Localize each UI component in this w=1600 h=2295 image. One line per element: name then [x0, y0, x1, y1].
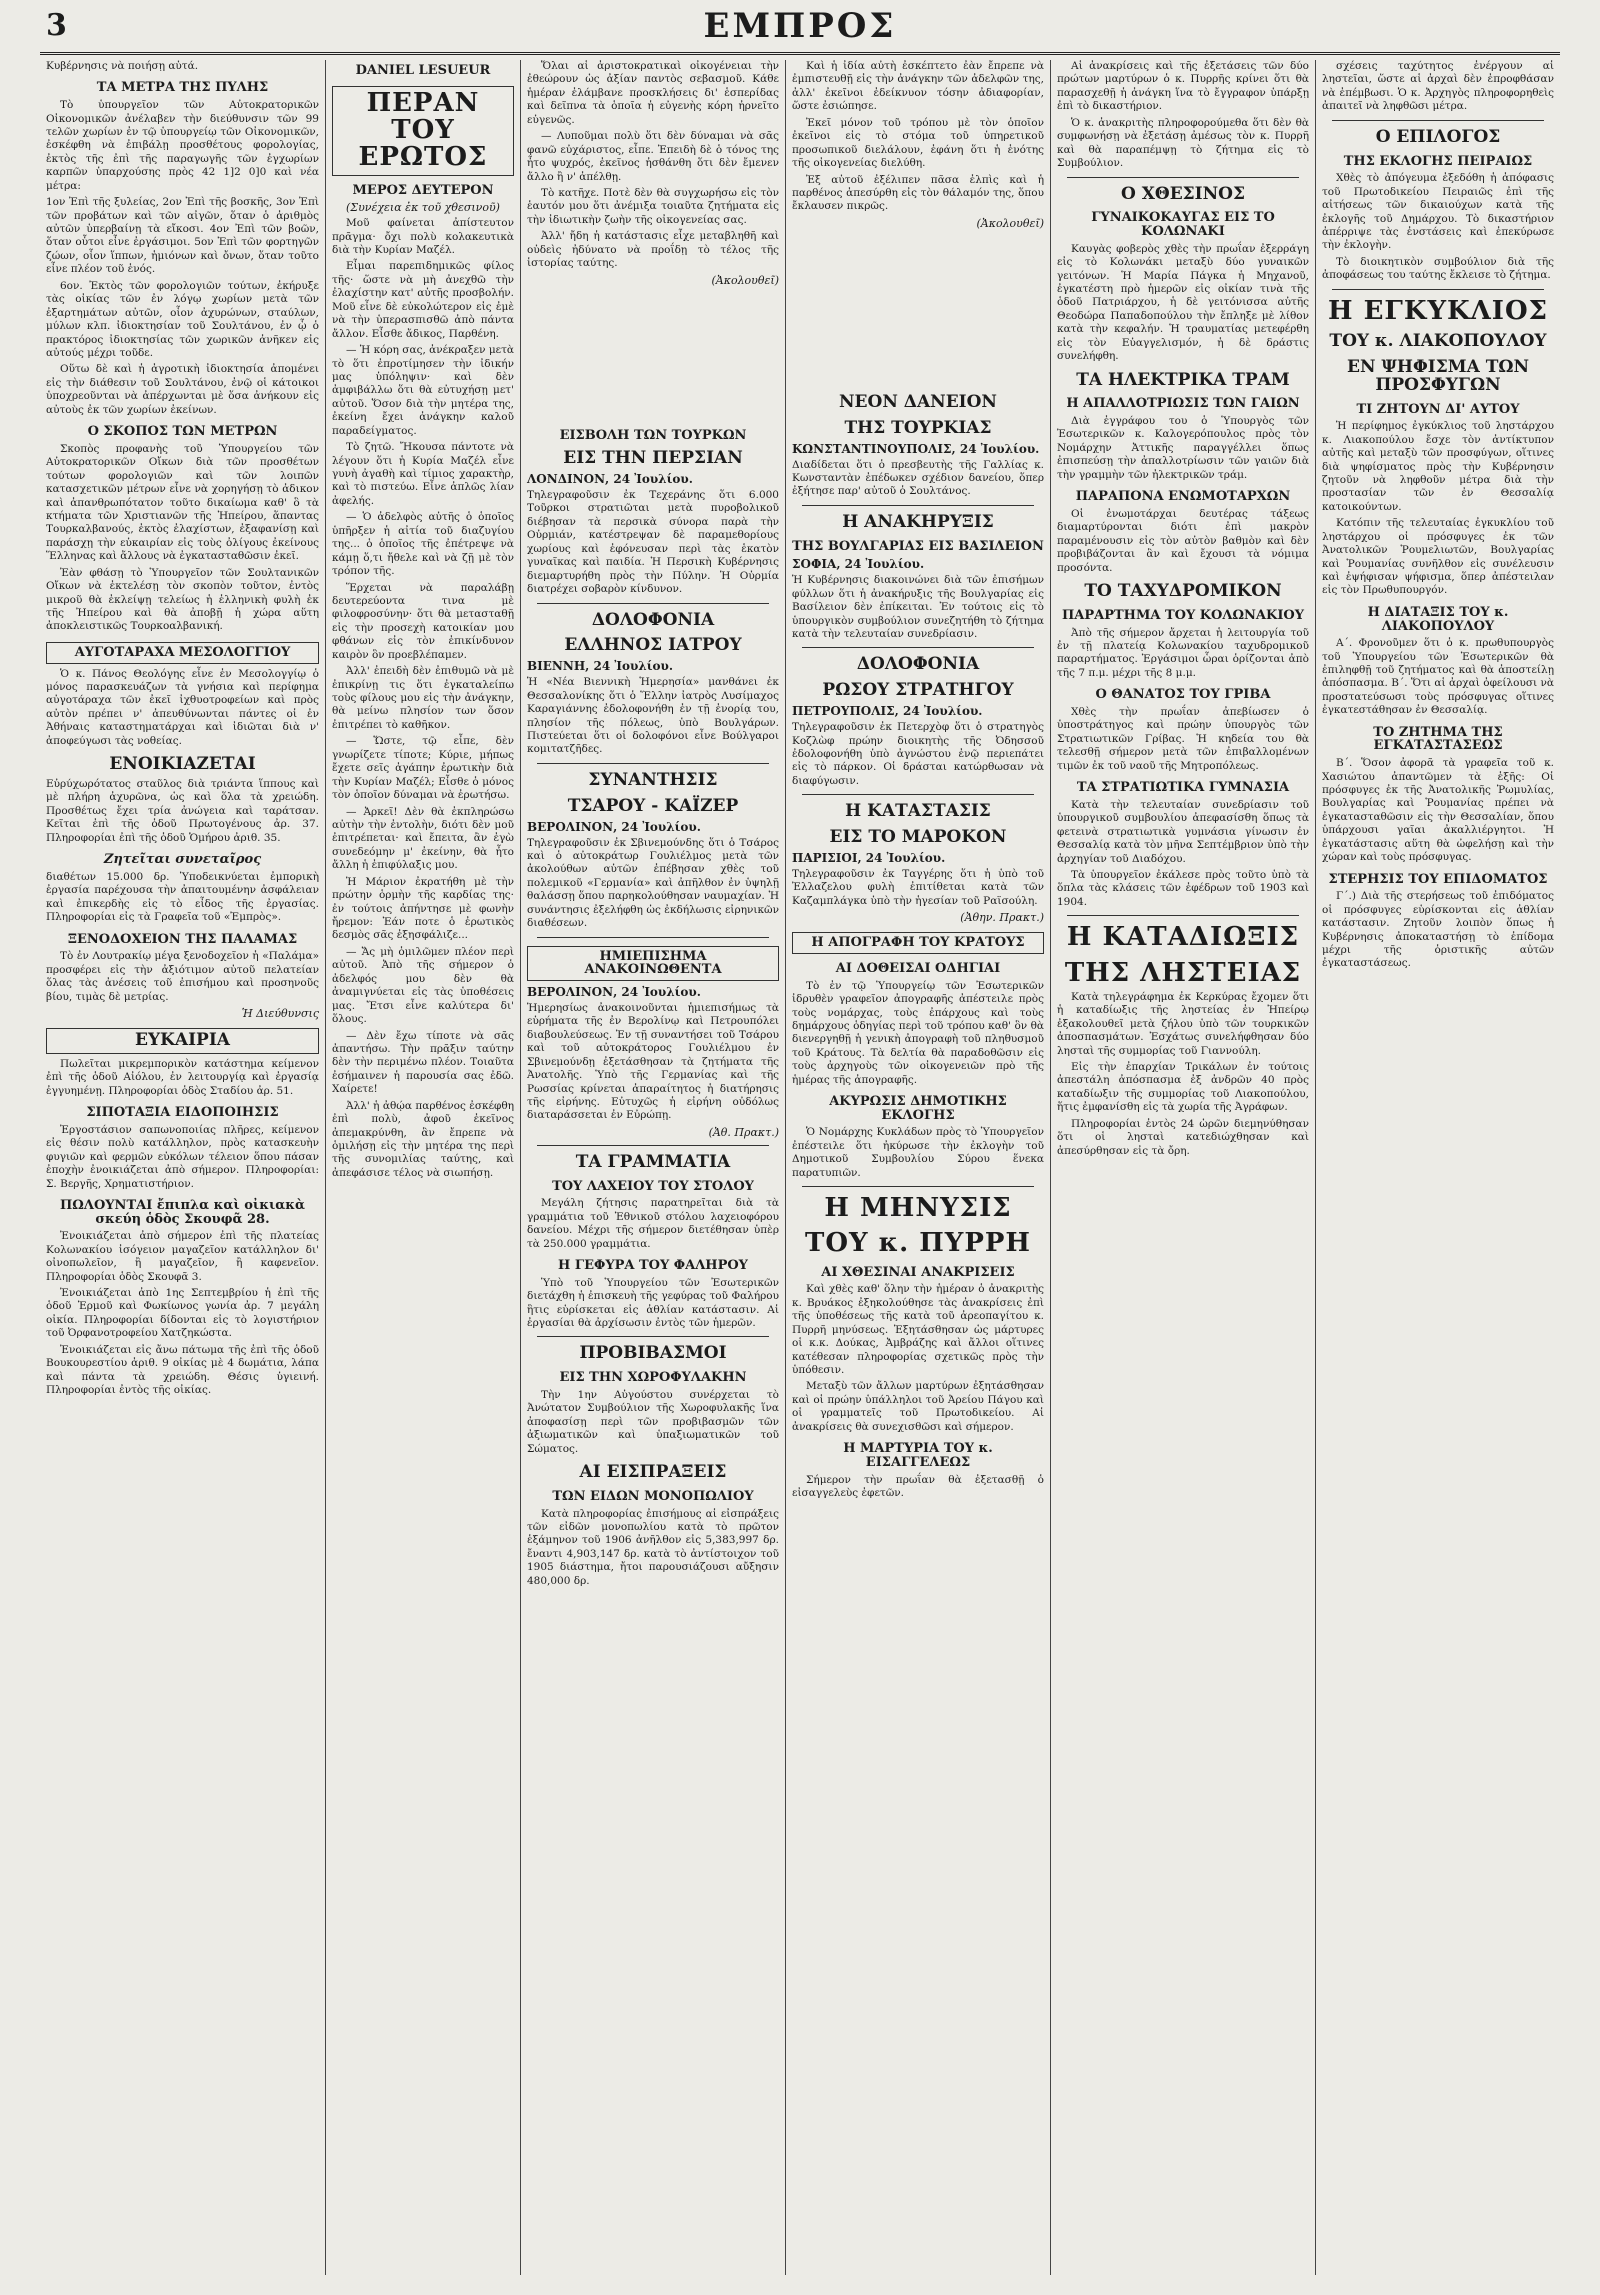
- dateline: ΠΑΡΙΣΙΟΙ, 24 Ἰουλίου.: [792, 851, 946, 866]
- headline: ΝΕΟΝ ΔΑΝΕΙΟΝ: [839, 391, 997, 412]
- banner-space: [792, 236, 1044, 386]
- article-text: Ἡ «Νέα Βιεννικὴ Ἡμερησία» μανθάνει ἐκ Θεσσαλονίκης ὅτι ὁ Ἕλλην ἰατρὸς Λυσίμαχος Καραγιάννης ἐδολοφονήθη ἐν τῇ ἐνορίᾳ του, πλησίον τῆς πόλεως, ὑπὸ Βουλγάρων. Πιστεύεται ὅτι οἱ δολοφόνοι εἶνε Βούλγαροι κομιτατζῆδες.: [527, 676, 779, 756]
- headline: ΠΑΡΑΠΟΝΑ ΕΝΩΜΟΤΑΡΧΩΝ: [1075, 489, 1291, 505]
- serial-author: DANIEL LESUEUR: [355, 63, 491, 78]
- article-text: Κατὰ τὴν τελευταίαν συνεδρίασιν τοῦ ὑπουργικοῦ συμβουλίου ἀπεφασίσθη ὅπως τὰ φετεινὰ στρατιωτικὰ γυμνάσια γίνωσιν ἐν Θεσσαλίᾳ κατὰ τὸν μῆνα Σεπτέμβριον ὑπὸ τὴν ἀρχηγίαν τοῦ Διαδόχου.: [1057, 798, 1309, 865]
- article-text: Οἱ ἐνωμοτάρχαι δευτέρας τάξεως διαμαρτύρονται διότι ἐπὶ μακρὸν παραμένουσιν εἰς τὸν αὐτὸν βαθμὸν καὶ δὲν προβιβάζονται ἂν καὶ ἔχουσι τὰ νόμιμα προσόντα.: [1057, 507, 1309, 574]
- article-text: Σκοπὸς προφανὴς τοῦ Ὑπουργείου τῶν Αὐτοκρατορικῶν Οἴκων διὰ τῶν προσθέτων τούτων φορολογιῶν καὶ τῶν λοιπῶν κατασχετικῶν μέτρων εἶνε νὰ χορηγήσῃ τὸ ἀδικον καὶ ἀπανθρωπότατον τοῦτο δικαίωμα καθ' ὃ τὰ κτήματα τῶν Χριστιανῶν τῆς Ἠπείρου, ἅπαντας Τουρκαλβανούς, ἐκτὸς ἐλαχίστων, ἐξαφανίσῃ καὶ παράσχῃ τὴν εὐκαιρίαν εἰς τοὺς ὀλίγους ἐκείνους Ἕλληνας καὶ ἄλλους νὰ ἐγκατασταθῶσιν ἐκεῖ.: [46, 442, 319, 563]
- column-5: [1050, 60, 1315, 2275]
- article-text: Ὁ Νομάρχης Κυκλάδων πρὸς τὸ Ὑπουργεῖον ἐπέστειλε ὅτι ἠκύρωσε τὴν ἐκλογὴν τοῦ Δημοτικοῦ Συμβουλίου Σύρου ἕνεκα παρατυπιῶν.: [792, 1126, 1044, 1179]
- headline: Η ΕΓΚΥΚΛΙΟΣ: [1327, 295, 1548, 326]
- headline: ΤΗΣ ΛΗΣΤΕΙΑΣ: [1064, 957, 1302, 988]
- masthead-rule: [40, 52, 1560, 55]
- headline: ΡΩΣΟΥ ΣΤΡΑΤΗΓΟΥ: [822, 680, 1014, 701]
- article-text: Κατὰ τηλεγράφημα ἐκ Κερκύρας ἔχομεν ὅτι ἡ καταδίωξις τῆς ληστείας ἐν Ἠπείρῳ ἐξακολουθεῖ μετὰ ζήλου ὑπὸ τῶν τουρκικῶν ἀποσπασμάτων. Ἐσχάτως συνελήφθησαν δύο λησταὶ τῆς συμμορίας τοῦ Γιαννούλη.: [1057, 990, 1309, 1057]
- serial-text: Ἀλλ' ἡ ἀθῴα παρθένος ἐσκέφθη ἐπὶ πολὺ, ἀφοῦ ἐκεῖνος ἀπεμακρύνθη, ἂν ἔπρεπε νὰ ὁμιλήσῃ εἰς τὴν μητέρα της περὶ τῆς συνομιλίας ταύτης, καὶ ἀπεφάσισε τέλος νὰ σιωπήσῃ.: [332, 1099, 514, 1179]
- article-text: Μεγάλη ζήτησις παρατηρεῖται διὰ τὰ γραμμάτια τοῦ Ἐθνικοῦ στόλου λαχειοφόρου δανείου. Μέχρι τῆς σήμερον διετέθησαν ὑπὲρ τὰ 250.000 γραμμάτια.: [527, 1197, 779, 1250]
- serial-text: Ἐκεῖ μόνον τοῦ τρόπου μὲ τὸν ὁποῖον ἐκεῖνοι εἰς τὸ στόμα τοῦ ὑπηρετικοῦ προσωπικοῦ διελάλουν, ἐφάνη ὅτι ἡ ἑνότης τῆς οἰκογενείας διελύθη.: [792, 116, 1044, 170]
- serial-text: Ἀλλ' ἤδη ἡ κατάστασις εἶχε μεταβληθῆ καὶ οὐδεὶς ἠδύνατο νὰ προΐδῃ τὸ τέλος τῆς ἱστορίας ταύτης.: [527, 230, 779, 270]
- ad-headline: ΕΥΚΑΙΡΙΑ: [46, 1028, 319, 1054]
- ad-text: Τὸ ἐν Λουτρακίῳ μέγα ξενοδοχεῖον ἡ «Παλάμα» προσφέρει εἰς τὴν ἀξιότιμον αὐτοῦ πελατείαν ὅλας τὰς ἀνέσεις τοῦ ἐπισήμου καὶ προσηνοῦς βίου, τιμὰς δὲ μετρίας.: [46, 950, 319, 1003]
- divider: [1332, 289, 1544, 290]
- headline: ΤΟΥ κ. ΠΥΡΡΗ: [805, 1228, 1031, 1259]
- divider: [802, 1186, 1034, 1187]
- serial-text: — Ὥστε, τῷ εἶπε, δὲν γνωρίζετε τίποτε; Κύριε, μήπως ἔχετε σεῖς ἀγάπην ἐρωτικὴν διὰ τὴν Κυρίαν Μαζέλ; Εἶσθε ὁ μόνος τὸν ὁποῖον δύναμαι νὰ ἐρωτήσω.: [332, 735, 514, 802]
- headline: Η ΜΗΝΥΣΙΣ: [824, 1193, 1012, 1224]
- article-text: Ἡ περίφημος ἐγκύκλιος τοῦ ληστάρχου κ. Λιακοπούλου ἔσχε τὸν ἀντίκτυπον αὐτῆς καὶ μεταξὺ τῶν προσφύγων, οἵτινες διὰ ψηφίσματος πρὸς τὴν Κυβέρνησιν ζητοῦν νὰ ληφθοῦν μέτρα διὰ τὴν προστασίαν τῶν ἐν Θεσσαλίᾳ κατοικούντων.: [1322, 420, 1554, 513]
- dateline: ΚΩΝΣΤΑΝΤΙΝΟΥΠΟΛΙΣ, 24 Ἰουλίου.: [792, 441, 1040, 456]
- headline: ΕΙΣ ΤΗΝ ΧΩΡΟΦΥΛΑΚΗΝ: [559, 1370, 747, 1386]
- serial-text: — Λυποῦμαι πολὺ ὅτι δὲν δύναμαι νὰ σᾶς φανῶ εὐχάριστος, εἶπε. Ἐπειδὴ δὲ ὁ τόνος της ἦτο ψυχρός, ἐκεῖνος ἠσθάνθη ὅτι δὲν ἔμενεν ἄλλο ἢ ν' ἀπέλθῃ.: [527, 130, 779, 183]
- divider: [1332, 120, 1544, 121]
- headline: Η ΚΑΤΑΣΤΑΣΙΣ: [845, 801, 991, 822]
- ad-text: Ἐργοστάσιον σαπωνοποιίας πλῆρες, κείμενον εἰς θέσιν πολὺ κατάλληλον, πρὸς κατασκευὴν φυγιῶν καὶ φερμῶν εὐκόλων τέλειον ὅπου πάσαν ἐποχὴν ἐνοικιάζεται ἀπὸ σήμερον. Πληροφορίαι: Σ. Βεργῆς, Χρηματιστήριον.: [46, 1123, 319, 1190]
- ad-text: Ἐνοικιάζεται ἀπὸ σήμερον ἐπὶ τῆς πλατείας Κολωνακίου ἰσόγειον μαγαζεῖον κατάλληλον δι' οἰνοπωλεῖον, ἢ μαγαζεῖον, ἢ καφενεῖον. Πληροφορίαι ὁδὸς Σκουφᾶ 3.: [46, 1230, 319, 1283]
- headline: ΑΚΥΡΩΣΙΣ ΔΗΜΟΤΙΚΗΣ ΕΚΛΟΓΗΣ: [829, 1094, 1007, 1123]
- ad-headline: ΕΝΟΙΚΙΑΖΕΤΑΙ: [109, 754, 256, 775]
- column-2-serial: [325, 60, 520, 2275]
- ad-headline: Ζητεῖται συνεταῖρος: [103, 852, 262, 868]
- article-text: Ἡ Κυβέρνησις διακοινώνει διὰ τῶν ἐπισήμων φύλλων ὅτι ἡ ἀνακήρυξις τῆς Βουλγαρίας εἰς Βασίλειον δὲν ἐπίκειται. Ἐν τούτοις εἰς τὸ ὑπουργικὸν συμβούλιον συνεζητήθη τὸ ζήτημα κατὰ τὴν τελευταίαν συνεδρίασιν.: [792, 574, 1044, 641]
- article-text: Μεταξὺ τῶν ἄλλων μαρτύρων ἐξητάσθησαν καὶ οἱ πρώην ὑπάλληλοι τοῦ Ἀρείου Πάγου καὶ οἱ γραμματεῖς τοῦ Πρωτοδικείου. Αἱ ἀνακρίσεις θὰ συνεχισθῶσι καὶ σήμερον.: [792, 1380, 1044, 1433]
- headline: ΤΟ ΖΗΤΗΜΑ ΤΗΣ ΕΓΚΑΤΑΣΤΑΣΕΩΣ: [1373, 724, 1503, 754]
- article-text: σχέσεις ταχύτητος ἐνέργουν αἱ ληστεῖαι, ὥστε αἱ ἀρχαὶ δὲν ἐπροφθάσαν νὰ ἐπέμβωσι. Ὁ κ. Ἀρχηγὸς πληροφορηθεὶς ἀπαιτεῖ νὰ ληφθῶσι μέτρα.: [1322, 60, 1554, 113]
- source-credit: (Ἀθ. Πρακτ.): [708, 1125, 779, 1139]
- headline: ΤΟΥ κ. ΛΙΑΚΟΠΟΥΛΟΥ: [1329, 331, 1547, 352]
- article-text: Α΄. Φρονοῦμεν ὅτι ὁ κ. πρωθυπουργὸς τοῦ Ὑπουργείου τῶν Ἐσωτερικῶν θὰ ἐπιληφθῇ τοῦ ζητήματος καὶ θὰ ἀποστείλῃ ἀπόσπασμα. Β΄. Ὅτι αἱ ἀρχαὶ ὀφείλουσι νὰ προστατεύσωσι τοὺς πρόσφυγας οἵτινες ἐγκατεστάθησαν ἐν Θεσσαλίᾳ.: [1322, 637, 1554, 717]
- headline: ΤΑ ΜΕΤΡΑ ΤΗΣ ΠΥΛΗΣ: [96, 80, 269, 96]
- headline: ΤΗΣ ΤΟΥΡΚΙΑΣ: [844, 417, 992, 438]
- ad-headline: ΑΥΓΟΤΑΡΑΧΑ ΜΕΣΟΛΟΓΓΙΟΥ: [46, 642, 319, 664]
- headline: ΗΜΙΕΠΙΣΗΜΑ ΑΝΑΚΟΙΝΩΘΕΝΤΑ: [527, 946, 779, 981]
- headline: ΓΥΝΑΙΚΟΚΑΥΓΑΣ ΕΙΣ ΤΟ ΚΟΛΩΝΑΚΙ: [1091, 210, 1275, 239]
- serial-continuation: (Συνέχεια ἐκ τοῦ χθεσινοῦ): [346, 201, 500, 215]
- serial-text: Τὸ κατῆχε. Ποτὲ δὲν θὰ συγχωρήσω εἰς τὸν ἑαυτόν μου ὅτι ἀνέμιξα τοιαῦτα ζητήματα εἰς τὴν ἰδιωτικὴν ζωὴν τῆς οἰκογενείας σας.: [527, 186, 779, 226]
- article-text: Γ΄.) Διὰ τῆς στερήσεως τοῦ ἐπιδόματος οἱ πρόσφυγες εὑρίσκονται εἰς ἀθλίαν κατάστασιν. Ζητοῦν λοιπὸν ὅπως ἡ Κυβέρνησις ἀποκαταστήσῃ τὸ ἐπίδομα μέχρι τῆς ὁριστικῆς αὐτῶν ἐγκαταστάσεως.: [1322, 890, 1554, 970]
- ad-text: Ἐνοικιάζεται εἰς ἄνω πάτωμα τῆς ἐπὶ τῆς ὁδοῦ Βουκουρεστίου ἀριθ. 9 οἰκίας μὲ 4 δωμάτια, λάπα καὶ πάντα τὰ χρειώδη. Θέσις ὑγιεινή. Πληροφορίαι ἐντὸς τῆς οἰκίας.: [46, 1343, 319, 1397]
- article-text: 6ον. Ἐκτὸς τῶν φορολογιῶν τούτων, ἐκήρυξε τὰς οἰκίας τῶν ἐν λόγῳ χωρίων μετὰ τῶν ἐξαρτημάτων αὐτῶν, οἷον ἀχυρώνων, σταύλων, μύλων κλπ. ἰδιοκτησίαν τοῦ Σουλτάνου, ἐν ᾧ ὁ πρακτόρος ἰδιοκτησίας τῶν χωρικῶν ἀνῆκεν εἰς αὐτούς μέχρι τοῦδε.: [46, 279, 319, 359]
- article-text: Εἰς τὴν ἐπαρχίαν Τρικάλων ἐν τούτοις ἀπεστάλη ἀπόσπασμα ἐξ ἀνδρῶν 40 πρὸς καταδίωξιν τῆς συμμορίας τοῦ Λιακοπούλου, ἥτις ἐμφανίσθη εἰς τὰ χωρία τῆς Ἀγράφων.: [1057, 1061, 1309, 1114]
- headline: ΕΙΣ ΤΟ ΜΑΡΟΚΟΝ: [829, 827, 1007, 848]
- dateline: ΒΕΡΟΛΙΝΟΝ, 24 Ἰουλίου.: [527, 819, 701, 834]
- serial-title: ΠΕΡΑΝ ΤΟΥ ΕΡΩΤΟΣ: [332, 86, 514, 176]
- headline: Ο ΘΑΝΑΤΟΣ ΤΟΥ ΓΡΙΒΑ: [1095, 687, 1271, 703]
- column-1: [40, 60, 325, 2275]
- headline: ΣΤΕΡΗΣΙΣ ΤΟΥ ΕΠΙΔΟΜΑΤΟΣ: [1328, 871, 1548, 887]
- headline: Η ΑΠΑΛΛΟΤΡΙΩΣΙΣ ΤΩΝ ΓΑΙΩΝ: [1066, 396, 1300, 412]
- headline: ΤΑ ΗΛΕΚΤΡΙΚΑ ΤΡΑΜ: [1076, 369, 1290, 390]
- headline: ΕΙΣΒΟΛΗ ΤΩΝ ΤΟΥΡΚΩΝ: [559, 427, 747, 443]
- article-text: Καυγὰς φοβερὸς χθὲς τὴν πρωΐαν ἐξερράγη εἰς τὸ Κολωνάκι μεταξὺ δύο γυναικῶν γειτόνων. Ἡ Μαρία Πάγκα ἡ Μηχανοῦ, ἐγκατέστη πρὸ ἡμερῶν εἰς οἰκίαν τινὰ τῆς ὁδοῦ Πατριάρχου, ἡ δὲ γειτόνισσα αὐτῆς Θεοδώρα Παπαδοπούλου τὴν ἔπληξε μὲ λίθον κατὰ τὴν κεφαλήν. Ἡ τραυματίας μετεφέρθη εἰς τὸν Εὐαγγελισμόν, ἡ δὲ δράστις συνελήφθη.: [1057, 242, 1309, 363]
- divider: [802, 505, 1034, 506]
- article-text: 1ον Ἐπὶ τῆς ξυλείας, 2ον Ἐπὶ τῆς βοσκῆς, 3ον Ἐπὶ τῶν προβάτων καὶ τῶν αἰγῶν, ὅταν ὁ ἀριθμὸς αὐτῶν ὑπερβαίνῃ τὰ εἴκοσι. 4ον Ἐπὶ τῶν βοῶν, ὅταν οὗτοι εἶνε ἐργάσιμοι. 5ον Ἐπὶ τῶν φορτηγῶν ζώων, οἷον ἵππων, ἡμιόνων καὶ ὄνων, ὅταν τοῦτο εἶνε πλέον τοῦ ἑνός.: [46, 196, 319, 276]
- divider: [537, 1336, 769, 1337]
- serial-text: — Ἀρκεῖ! Δὲν θὰ ἐκπληρώσω αὐτὴν τὴν ἐντολὴν, διότι δὲν μοῦ ἐπιτρέπεται· καὶ ἔπειτα, ἂν ἐγὼ συνεδεόμην μ' ἐκείνην, θὰ ἦτο ἄλλη ἡ ἐπιφύλαξις μου.: [332, 805, 514, 872]
- headline: ΤΗΣ ΒΟΥΛΓΑΡΙΑΣ ΕΙΣ ΒΑΣΙΛΕΙΟΝ: [792, 538, 1044, 554]
- dateline: ΣΟΦΙΑ, 24 Ἰουλίου.: [792, 557, 925, 572]
- article-text: Τὴν 1ην Αὐγούστου συνέρχεται τὸ Ἀνώτατον Συμβούλιον τῆς Χωροφυλακῆς ἵνα ἀποφασίσῃ περὶ τῶν προβιβασμῶν τῶν ἀξιωματικῶν καὶ ὑπαξιωματικῶν τοῦ Σώματος.: [527, 1388, 779, 1455]
- article-text: Πληροφορίαι ἐντὸς 24 ὡρῶν διεμηνύθησαν ὅτι οἱ λησταὶ κατεδιώχθησαν καὶ ἀπεσύρθησαν εἰς τὰ ὄρη.: [1057, 1117, 1309, 1157]
- headline: ΤΩΝ ΕΙΔΩΝ ΜΟΝΟΠΩΛΙΟΥ: [552, 1488, 754, 1504]
- article-text: Τὸ διοικητικὸν συμβούλιον διὰ τῆς ἀποφάσεως του ταύτης ἔκλεισε τὸ ζήτημα.: [1322, 255, 1554, 282]
- article-text: Τηλεγραφοῦσιν ἐκ Σβινεμούνδης ὅτι ὁ Τσάρος καὶ ὁ αὐτοκράτωρ Γουλιέλμος μετὰ τῶν ἀκολούθων αὐτῶν ἐπέβησαν χθὲς τοῦ πολεμικοῦ «Γερμανία» καὶ ἀπῆλθον ἐν ὑψηλῇ θαλάσσῃ ὅπου παρηκολούθησαν ναυμαχίαν. Ἡ συνάντησις ἐξελήφθη ὡς ἐκδήλωσις εἰρηνικῶν διαθέσεων.: [527, 836, 779, 930]
- headline: ΑΙ ΕΙΣΠΡΑΞΕΙΣ: [579, 1462, 727, 1483]
- article-text: Ἐὰν φθάσῃ τὸ Ὑπουργεῖον τῶν Σουλτανικῶν Οἴκων νὰ ἐκτελέσῃ τὸν σκοπὸν τοῦτον, ἐντὸς μικροῦ θὰ ἐκλείψῃ τελείως ἡ ἑλληνικὴ φυλὴ ἐκ τῆς Ἠπείρου καὶ θὰ ἀποβῇ ἡ χώρα αὕτη ἀποκλειστικῶς Τουρκοαλβανική.: [46, 566, 319, 633]
- serial-text: — Δὲν ἔχω τίποτε νὰ σᾶς ἀπαντήσω. Τὴν πρᾶξιν ταύτην δὲν τὴν περιμένω πλέον. Τοιαῦτα ἐσήμαινεν ἡ παρουσία σας ἐδῶ. Χαίρετε!: [332, 1029, 514, 1096]
- article-text: Κατὰ πληροφορίας ἐπισήμους αἱ εἰσπράξεις τῶν εἰδῶν μονοπωλίου κατὰ τὸ πρῶτον ἑξάμηνον τοῦ 1906 ἀνῆλθον εἰς 5,383,997 δρ. ἔναντι 4,903,147 δρ. κατὰ τὸ ἀντίστοιχον τοῦ 1905 διάστημα, ἤτοι παρουσιάζουσι αὔξησιν 480,000 δρ.: [527, 1507, 779, 1587]
- article-text: Ὑπὸ τοῦ Ὑπουργείου τῶν Ἐσωτερικῶν διετάχθη ἡ ἐπισκευὴ τῆς γεφύρας τοῦ Φαλήρου ἣτις εὑρίσκεται εἰς ἀθλίαν κατάστασιν. Αἱ ἐργασίαι θὰ ἀρχίσωσιν ἐντὸς τῶν ἡμερῶν.: [527, 1276, 779, 1330]
- dateline: ΛΟΝΔΙΝΟΝ, 24 Ἰουλίου.: [527, 472, 693, 487]
- headline: ΔΟΛΟΦΟΝΙΑ: [856, 654, 980, 675]
- serial-text: Ἐξ αὐτοῦ ἐξέλιπεν πᾶσα ἐλπὶς καὶ ἡ παρθένος ἀπεσύρθη εἰς τὸν θάλαμόν της, ὅπου ἔκλαυσεν πικρῶς.: [792, 173, 1044, 213]
- headline: ΕΛΛΗΝΟΣ ΙΑΤΡΟΥ: [564, 635, 742, 656]
- divider: [537, 937, 769, 938]
- ad-text: Ἐνοικιάζεται ἀπὸ 1ης Σεπτεμβρίου ἡ ἐπὶ τῆς ὁδοῦ Ἑρμοῦ καὶ Φωκίωνος γωνία ἀρ. 7 μεγάλη οἰκία. Πληροφορίαι δίδονται εἰς τὸ λογιστήριον τοῦ Ὀρφανοτροφείου Χατζηκώστα.: [46, 1287, 319, 1340]
- serial-text: Ἀλλ' ἐπειδὴ δὲν ἐπιθυμῶ νὰ μὲ ἐπικρίνῃ τις ὅτι ἐγκαταλείπω τοὺς φίλους μου εἰς τὴν ἀνάγκην, θὰ μείνω πλησίον των ὅσον ἐπιτρέπει τὸ καθῆκον.: [332, 665, 514, 731]
- headline: Ο ΧΘΕΣΙΝΟΣ: [1120, 183, 1246, 204]
- serial-text: Εἶμαι παρεπιδημικῶς φίλος τῆς· ὥστε νὰ μὴ ἀνεχθῶ τὴν ἐλαχίστην κατ' αὐτῆς προσβολήν. Μοῦ εἶνε δὲ εὐκολώτερον εἰς ἐμὲ νὰ τὴν ὑπερασπισθῶ ἀπὸ πάντα ἄλλον. Εἶσθε ἄδικος, Παρθένη.: [332, 260, 514, 340]
- headline: ΔΟΛΟΦΟΝΙΑ: [591, 609, 715, 630]
- article-text: Ὁ κ. ἀνακριτὴς πληροφορούμεθα ὅτι δὲν θὰ συμφωνήσῃ νὰ ἐξετάσῃ ἀμέσως τὸν κ. Πυρρῆ καὶ θὰ παραπέμψῃ τὸ ζήτημα εἰς τὸ Συμβούλιον.: [1057, 116, 1309, 170]
- headline: Η ΑΠΟΓΡΑΦΗ ΤΟΥ ΚΡΑΤΟΥΣ: [792, 932, 1044, 954]
- headline: Η ΑΝΑΚΗΡΥΞΙΣ: [842, 511, 994, 532]
- headline: ΤΑ ΓΡΑΜΜΑΤΙΑ: [575, 1151, 731, 1172]
- article-text: Οὕτω δὲ καὶ ἡ ἀγροτικὴ ἰδιοκτησία ἀπομένει εἰς τὴν διάθεσιν τοῦ Σουλτάνου, ἐνῷ οἱ κάτοικοι ὑποχρεοῦνται νὰ ἀπέρχωνται μὲ ὅσα ἀνήκουν εἰς αὐτοὺς ἐκ τῶν χωρίων ἐκείνων.: [46, 363, 319, 416]
- column-3: [520, 60, 785, 2275]
- headline: ΕΙΣ ΤΗΝ ΠΕΡΣΙΑΝ: [563, 448, 743, 469]
- article-text: Διαδίδεται ὅτι ὁ πρεσβευτὴς τῆς Γαλλίας κ. Κωνσταντὰν ἐπέδωκεν σχέδιον δανείου, ὅπερ ἐξήτησε παρ' αὐτοῦ ὁ Σουλτάνος.: [792, 458, 1044, 498]
- serial-text: Τὸ ζητῶ. Ἤκουσα πάντοτε νὰ λέγουν ὅτι ἡ Κυρία Μαζέλ εἶνε γυνὴ ἀγαθὴ καὶ τίμιος χαρακτὴρ, καὶ τὸ πιστεύω. Εἶνε ἀπλῶς λίαν ἀφελής.: [332, 441, 514, 507]
- serial-text: Ὅλαι αἱ ἀριστοκρατικαὶ οἰκογένειαι τὴν ἐθεώρουν ὡς ἀξίαν παντὸς σεβασμοῦ. Κάθε ἡμέραν ἐλάμβανε προσκλήσεις δι' ἑσπερίδας καὶ δεῖπνα τὰ ὁποῖα ἡ εὐγενὴς κόρη ἠρνεῖτο εὐγενῶς.: [527, 60, 779, 126]
- divider: [537, 1145, 769, 1146]
- article-text: Τὸ ὑπουργεῖον τῶν Αὐτοκρατορικῶν Οἰκονομικῶν ἀνέλαβεν τὴν διεύθυνσιν τῶν 99 τελῶν χωρίων ἐν τῷ ὑπουργείῳ τῶν Οἰκονομικῶν, ἐσκέφθη νὰ ἐπιβάλῃ προσθέτους φορολογίας, ἐκτὸς τῆς ἐπὶ τῆς παραγωγῆς τῶν ἐγχωρίων καρπῶν ὑπαρχούσης πρὸς 42 1]2 0]0 καὶ νέα μέτρα:: [46, 99, 319, 192]
- headline: ΤΑ ΣΤΡΑΤΙΩΤΙΚΑ ΓΥΜΝΑΣΙΑ: [1076, 780, 1290, 796]
- headline: Η ΔΙΑΤΑΞΙΣ ΤΟΥ κ. ΛΙΑΚΟΠΟΥΛΟΥ: [1367, 604, 1509, 634]
- headline: ΑΙ ΔΟΘΕΙΣΑΙ ΟΔΗΓΙΑΙ: [835, 961, 1001, 976]
- divider: [1067, 915, 1299, 916]
- headline: Ο ΣΚΟΠΟΣ ΤΩΝ ΜΕΤΡΩΝ: [87, 424, 278, 440]
- serial-text: Καὶ ἡ ἰδία αὐτὴ ἐσκέπτετο ἐὰν ἔπρεπε νὰ ἐμπιστευθῇ εἰς τὴν ἀνάγκην τῶν ἀδελφῶν της, ἀλλ' ἐκεῖνοι ἐδείκνυον τόσην ἀδιαφορίαν, ὥστε ἐσιώπησε.: [792, 60, 1044, 113]
- ad-text: Πωλεῖται μικρεμπορικὸν κατάστημα κείμενον ἐπὶ τῆς ὁδοῦ Αἰόλου, ἐν λειτουργίᾳ καὶ ἐργασίᾳ ἐγγυημένῃ. Πληροφορίαι ὁδὸς Σταδίου ἀρ. 51.: [46, 1057, 319, 1097]
- divider: [1067, 177, 1299, 178]
- divider: [802, 794, 1034, 795]
- dateline: ΒΕΡΟΛΙΝΟΝ, 24 Ἰουλίου.: [527, 984, 701, 999]
- article-text: Διὰ ἐγγράφου του ὁ Ὑπουργὸς τῶν Ἐσωτερικῶν κ. Καλογερόπουλος πρὸς τὸν Νομάρχην Ἀττικῆς παραγγέλλει ὅπως ἐπισπεύσῃ τὴν ἀπαλλοτρίωσιν τῶν γαιῶν διὰ τὴν γραμμὴν τῶν ἠλεκτρικῶν τράμ.: [1057, 415, 1309, 481]
- headline: ΤΣΑΡΟΥ - ΚΑΪΖΕΡ: [567, 795, 739, 816]
- headline: Ο ΕΠΙΛΟΓΟΣ: [1375, 126, 1501, 147]
- ad-headline: ΣΙΠΟΤΑΞΙΑ ΕΙΔΟΠΟΙΗΣΙΣ: [86, 1105, 279, 1121]
- serial-continued: (Ἀκολουθεῖ): [711, 273, 779, 287]
- article-text: Τὰ ὑπουργεῖον ἐκάλεσε πρὸς τοῦτο ὑπὸ τὰ ὅπλα τὰς κλάσεις τῶν ἐφέδρων τοῦ 1903 καὶ 1904.: [1057, 868, 1309, 908]
- article-text: Ἀπὸ τῆς σήμερον ἄρχεται ἡ λειτουργία τοῦ ἐν τῇ πλατείᾳ Κολωνακίου ταχυδρομικοῦ παραρτήματος. Ἐργάσιμοι ὧραι ὁρίζονται ἀπὸ τῆς 7 π.μ. μέχρι τῆς 8 μ.μ.: [1057, 626, 1309, 679]
- source-credit: (Ἀθην. Πρακτ.): [960, 911, 1044, 925]
- column-6: [1315, 60, 1560, 2275]
- article-text: Αἱ ἀνακρίσεις καὶ τῆς ἐξετάσεις τῶν δύο πρώτων μαρτύρων ὁ κ. Πυρρῆς κρίνει ὅτι θὰ παρασχεθῇ ἡ ἀνάγκη ἵνα τὸ ἔγγραφον ὑπάρξῃ ἐπὶ τὸ δικαστήριον.: [1057, 60, 1309, 113]
- article-text: Σήμερον τὴν πρωΐαν θὰ ἐξετασθῇ ὁ εἰσαγγελεὺς ἐφετῶν.: [792, 1473, 1044, 1499]
- article-text: Κατόπιν τῆς τελευταίας ἐγκυκλίου τοῦ ληστάρχου οἱ πρόσφυγες ἐκ τῶν Ἀνατολικῶν Ῥουμελιωτῶν, Βουλγαρίας καὶ Ῥουμανίας συνῆλθον εἰς συνέλευσιν καὶ ἐψήφισαν ψήφισμα, ὅπερ ἀπέστειλαν εἰς τὸν Πρωθυπουργόν.: [1322, 517, 1554, 597]
- headline: ΤΙ ΖΗΤΟΥΝ ΔΙ' ΑΥΤΟΥ: [1356, 401, 1520, 417]
- headline: Η ΚΑΤΑΔΙΩΞΙΣ: [1066, 922, 1300, 953]
- article-text: Τηλεγραφοῦσιν ἐκ Πετερχὸφ ὅτι ὁ στρατηγὸς Κοζλὼφ πρώην διοικητὴς τῆς Ὀδησσοῦ ἐδολοφονήθη ὑπὸ ἀγνώστου ἐνῷ περιεπάτει εἰς τὸ πάρκον. Οἱ δράσται κατώρθωσαν νὰ διαφύγωσιν.: [792, 721, 1044, 787]
- article-text: Χθὲς τὴν πρωΐαν ἀπεβίωσεν ὁ ὑποστράτηγος καὶ πρώην ὑπουργὸς τῶν Στρατιωτικῶν Γρίβας. Ἡ κηδεία του θὰ τελεσθῇ σήμερον μετὰ τῶν ἐπιβαλλομένων τιμῶν ἐκ τοῦ ναοῦ τῆς Μητροπόλεως.: [1057, 705, 1309, 772]
- serial-text: Ἡ Μάριον ἐκρατήθη μὲ τὴν πρώτην ὁρμὴν τῆς καρδίας της· ἐν τούτοις ἀπήντησε μὲ φωνὴν ἤρεμον: Ἐάν ποτε ὁ ἐρωτικὸς δεσμὸς σᾶς ἐξησφάλιζε...: [332, 875, 514, 942]
- headline: Η ΜΑΡΤΥΡΙΑ ΤΟΥ κ. ΕΙΣΑΓΓΕΛΕΩΣ: [843, 1441, 993, 1470]
- serial-text: — Ἡ κόρη σας, ἀνέκραξεν μετὰ τὸ ὅτι ἐπροτίμησεν τὴν ἰδικήν μας ὑπόληψιν· καὶ δὲν ἀμφιβάλλω ὅτι θὰ εὐτυχήσῃ μετ' αὐτοῦ. Ὅσον διὰ τὴν μητέρα της, ἐκείνη ἔχει ἀνάγκην καλοῦ παραδείγματος.: [332, 344, 514, 437]
- article-text: Καὶ χθὲς καθ' ὅλην τὴν ἡμέραν ὁ ἀνακριτὴς κ. Βρυάκος ἐξηκολούθησε τὰς ἀνακρίσεις ἐπὶ τῆς ὑποθέσεως τῆς κατὰ τοῦ ἀρεοπαγίτου κ. Πυρρῆ μηνύσεως. Ἐξητάσθησαν ὡς μάρτυρες οἱ κ.κ. Δούκας, Ἀμβράζης καὶ ἄλλοι οἵτινες κατέθεσαν πληροφορίας σχετικῶς πρὸς τὴν ὑπόθεσιν.: [792, 1283, 1044, 1377]
- serial-text: Μοῦ φαίνεται ἀπίστευτον πρᾶγμα· ὄχι πολὺ κολακευτικὰ διὰ τὴν Κυρίαν Μαζέλ.: [332, 217, 514, 257]
- serial-text: — Ἄς μὴ ὁμιλῶμεν πλέον περὶ αὐτοῦ. Ἀπὸ τῆς σήμερον ὁ ἀδελφός μου δὲν θὰ ἀναμιγνύεται εἰς τὰς ὑποθέσεις μας. Ἔτσι εἶνε καλύτερα δι' ὅλους.: [332, 945, 514, 1026]
- page-number: 3: [46, 8, 67, 43]
- ad-headline: ΠΩΛΟΥΝΤΑΙ ἔπιπλα καὶ οἰκιακὰ σκεύη ὁδὸς Σκουφᾶ 28.: [60, 1197, 305, 1227]
- article-text: Β΄. Ὅσον ἀφορᾶ τὰ γραφεῖα τοῦ κ. Χασιώτου ἀπαντῶμεν τὰ ἑξῆς: Οἱ πρόσφυγες ἐκ τῆς Ἀνατολικῆς Ῥωμυλίας, Βουλγαρίας καὶ Ῥουμανίας πρέπει νὰ ἐγκατασταθῶσιν εἰς τὴν Θεσσαλίαν, ὅπου ὑπάρχουσι γαῖαι ἀκαλλιέργητοι. Ἡ ἐγκατάστασις αὕτη θὰ ὠφελήσῃ καὶ τὴν χώραν καὶ τοὺς πρόσφυγας.: [1322, 757, 1554, 864]
- article-text: Κυβέρνησις νὰ ποιήσῃ αὐτά.: [46, 60, 199, 72]
- paper-name: ΕΜΠΡΟΣ: [703, 6, 897, 46]
- headline: ΤΗΣ ΕΚΛΟΓΗΣ ΠΕΙΡΑΙΩΣ: [1343, 153, 1533, 169]
- column-4: [785, 60, 1050, 2275]
- serial-continued: (Ἀκολουθεῖ): [976, 216, 1044, 230]
- serial-text: Ἕρχεται νὰ παραλάβῃ δευτερεύοντα τινα μὲ φιλοφροσύνην· ὅτι θὰ μετασταθῇ εἰς τὴν προσεχὴ κατοικίαν μου φθάνων εἰς τὸν ἐπικίνδυνον καιρὸν ὃν προεβλέπαμεν.: [332, 581, 514, 661]
- article-text: Ἡμερησίως ἀνακοινοῦνται ἡμιεπισήμως τὰ εὑρήματα τῆς ἐν Βερολίνῳ καὶ Πετρουπόλει διαβουλεύσεως. Ἐν τῇ συναντήσει τοῦ Τσάρου καὶ τοῦ αὐτοκράτορος Γουλιέλμου ἐν Σβινεμούνδῃ ἐξετάσθησαν τὰ ζητήματα τῆς Ἀνατολῆς. Ὑπὸ τῆς Γερμανίας καὶ τῆς Ρωσσίας κρίνεται ἀπαραίτητος ἡ διατήρησις τῆς εἰρήνης. Εὐτυχῶς ἡ εἰρήνη οὐδόλως διαταράσσεται ἐν Εὐρώπῃ.: [527, 1001, 779, 1122]
- headline: ΠΡΟΒΙΒΑΣΜΟΙ: [579, 1343, 727, 1364]
- divider: [802, 647, 1034, 648]
- ad-text: διαθέτων 15.000 δρ. Ὑποδεικνύεται ἐμπορικὴ ἐργασία παρέχουσα τὴν ἀπαιτουμένην ἀσφάλειαν καὶ ἐπικερδὴς εἰς τὸ εἶδος τῆς ἐργασίας. Πληροφορίαι εἰς τὰ Γραφεῖα τοῦ «Ἐμπρὸς».: [46, 870, 319, 924]
- divider: [537, 763, 769, 764]
- serial-text: — Ὁ ἀδελφὸς αὐτῆς ὁ ὁποῖος ὑπῆρξεν ἡ αἰτία τοῦ διαζυγίου της... ὁ ὁποῖος τῆς ἐπέτρεψε νὰ κάμῃ ὅ,τι ἤθελε καὶ νὰ ζῇ μὲ τὸν τρόπον τῆς.: [332, 511, 514, 578]
- headline: ΤΟΥ ΛΑΧΕΙΟΥ ΤΟΥ ΣΤΟΛΟΥ: [552, 1178, 754, 1194]
- dateline: ΠΕΤΡΟΥΠΟΛΙΣ, 24 Ἰουλίου.: [792, 704, 983, 719]
- headline: ΕΝ ΨΗΦΙΣΜΑ ΤΩΝ ΠΡΟΣΦΥΓΩΝ: [1346, 356, 1530, 395]
- article-text: Τηλεγραφοῦσιν ἐκ Τεχεράνης ὅτι 6.000 Τοῦρκοι στρατιῶται μετὰ πυροβολικοῦ διέβησαν τὰ περσικὰ σύνορα παρὰ τὴν Οὐρμιάν, κατέστρεψαν δὲ παραμεθορίους χωρίους καὶ ἐφόνευσαν περὶ τὰς ἑκατὸν γυναῖκας καὶ παιδία. Ἡ Περσικὴ Κυβέρνησις διεμαρτυρήθη πρὸς τὴν Πύλην. Ἡ Οὐρμία διατρέχει σοβαρὸν κίνδυνον.: [527, 489, 779, 596]
- article-text: Τὸ ἐν τῷ Ὑπουργείῳ τῶν Ἐσωτερικῶν ἰδρυθὲν γραφεῖον ἀπογραφῆς ἀπέστειλε πρὸς τοὺς νομάρχας, τοὺς ἐπάρχους καὶ τοὺς δημάρχους ὁδηγίας περὶ τοῦ τρόπου καθ' ὃν θὰ διενεργηθῇ ἡ γενικὴ ἀπογραφὴ τοῦ πληθυσμοῦ τοῦ Κράτους. Τὰ δελτία θὰ παραδοθῶσιν εἰς τοὺς ἀρχηγοὺς τῶν οἰκογενειῶν πρὸ τῆς ἡμέρας τῆς ἀπογραφῆς.: [792, 979, 1044, 1086]
- signature: Ἡ Διεύθυνσις: [241, 1006, 319, 1020]
- article-text: Χθὲς τὸ ἀπόγευμα ἐξεδόθη ἡ ἀπόφασις τοῦ Πρωτοδικείου Πειραιῶς ἐπὶ τῆς αἰτήσεως τῶν δικαιούχων κατὰ τῆς ἐκλογῆς τοῦ Δημάρχου. Τὸ δικαστήριον ἀπέρριψε τὰς ἐνστάσεις καὶ ἐπεκύρωσε τὴν ἐκλογὴν.: [1322, 172, 1554, 252]
- headline: ΣΥΝΑΝΤΗΣΙΣ: [588, 769, 718, 790]
- serial-part: ΜΕΡΟΣ ΔΕΥΤΕΡΟΝ: [352, 182, 494, 198]
- headline: Η ΓΕΦΥΡΑ ΤΟΥ ΦΑΛΗΡΟΥ: [558, 1258, 748, 1274]
- headline: ΠΑΡΑΡΤΗΜΑ ΤΟΥ ΚΟΛΩΝΑΚΙΟΥ: [1062, 607, 1304, 623]
- ad-headline: ΞΕΝΟΔΟΧΕΙΟΝ ΤΗΣ ΠΑΛΑΜΑΣ: [67, 931, 298, 947]
- masthead: [40, 6, 1560, 50]
- article-text: Τηλεγραφοῦσιν ἐκ Ταγγέρης ὅτι ἡ ὑπὸ τοῦ Ἐλλαζελου φυλὴ ἐπιτίθεται κατὰ τῶν Καζαμπλάγκα ὑπὸ τὴν ἡγεσίαν τοῦ Ραϊσούλη.: [792, 868, 1044, 907]
- headline: ΤΟ ΤΑΧΥΔΡΟΜΙΚΟΝ: [1084, 581, 1282, 602]
- banner-space: [527, 293, 779, 421]
- divider: [537, 603, 769, 604]
- ad-text: Εὐρύχωρότατος σταῦλος διὰ τριάντα ἵππους καὶ μὲ πλήρη ἀχυρῶνα, ὡς καὶ ὅλα τὰ χρειώδη. Προσθέτως ἔχει τρία ἀνώγεια καὶ ταράτσαν. Κεῖται ἐπὶ τῆς ὁδοῦ Πρωτογένους ἀρ. 37. Πληροφορίαι ἐπὶ τῆς ὁδοῦ Ὁμήρου ἀριθ. 35.: [46, 778, 319, 844]
- headline: ΑΙ ΧΘΕΣΙΝΑΙ ΑΝΑΚΡΙΣΕΙΣ: [821, 1264, 1015, 1280]
- ad-text: Ὁ κ. Πάνος Θεολόγης εἶνε ἐν Μεσολογγίῳ ὁ μόνος παρασκευάζων τὰ γνήσια καὶ περίφημα αὐγοτάραχα τῶν ἐκεῖ ἰχθυοτροφείων καὶ πρὸς αὐτὸν πρέπει ν' ἀπευθύνωνται πάντες οἱ ἐν Ἀθήναις καταστηματάρχαι καὶ ἰδιῶται διὰ ν' ἀποφεύγωσι τὰς νοθείας.: [46, 667, 319, 747]
- dateline: ΒΙΕΝΝΗ, 24 Ἰουλίου.: [527, 659, 674, 674]
